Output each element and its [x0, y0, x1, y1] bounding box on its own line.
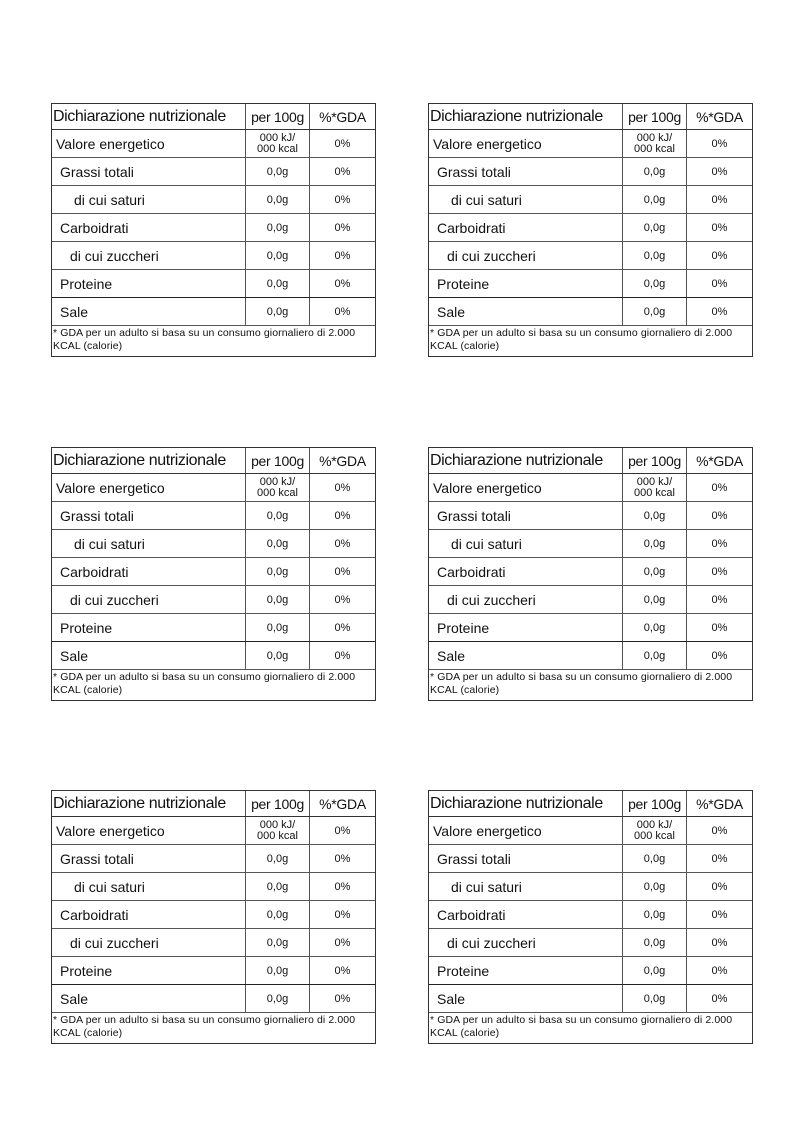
table-row-sugars — [52, 929, 375, 957]
nutrient-gda: 0% — [334, 137, 351, 150]
nutrient-value: 0,0g — [623, 270, 687, 297]
nutrient-value: 0,0g — [246, 242, 310, 269]
nutrient-name: di cui zuccheri — [429, 929, 623, 956]
energy-kcal: 000 kcal — [634, 829, 675, 842]
table-row-carbohydrates — [52, 901, 375, 929]
nutrient-gda: 0% — [711, 880, 728, 893]
nutrient-value: 0,0g — [246, 642, 310, 669]
header-title: Dichiarazione nutrizionale — [429, 104, 623, 129]
header-gda: %*GDA — [696, 452, 743, 469]
header-per-100g: per 100g — [246, 448, 310, 473]
table-row-protein — [429, 957, 752, 985]
nutrient-name: Proteine — [52, 270, 246, 297]
table-header-row — [52, 791, 375, 817]
header-title: Dichiarazione nutrizionale — [52, 104, 246, 129]
nutrient-name: Grassi totali — [429, 845, 623, 872]
nutrient-gda: 0% — [711, 565, 728, 578]
energy-value — [634, 820, 675, 842]
nutrient-name: Proteine — [429, 270, 623, 297]
nutrient-value: 0,0g — [623, 929, 687, 956]
nutrient-name: Carboidrati — [429, 901, 623, 928]
nutrient-gda: 0% — [334, 621, 351, 634]
nutrient-name: Sale — [429, 985, 623, 1012]
energy-kcal: 000 kcal — [634, 486, 675, 499]
nutrient-name: di cui zuccheri — [429, 242, 623, 269]
energy-kcal: 000 kcal — [634, 142, 675, 155]
nutrient-gda: 0% — [334, 509, 351, 522]
gda-footnote: * GDA per un adulto si basa su un consumo giornaliero di 2.000 KCAL (calorie) — [430, 327, 733, 352]
nutrient-value — [623, 817, 687, 844]
energy-kj: 000 kJ/ — [259, 131, 296, 144]
table-header-row — [429, 448, 752, 474]
table-row-protein — [52, 957, 375, 985]
nutrient-name: di cui zuccheri — [429, 586, 623, 613]
nutrition-label — [51, 790, 376, 1044]
table-row-protein — [429, 614, 752, 642]
table-row-energy — [52, 474, 375, 502]
nutrient-gda: 0% — [711, 649, 728, 662]
nutrient-value: 0,0g — [246, 186, 310, 213]
table-row-total-fat — [429, 845, 752, 873]
table-row-total-fat — [52, 502, 375, 530]
gda-footnote: * GDA per un adulto si basa su un consumo giornaliero di 2.000 KCAL (calorie) — [53, 1014, 356, 1039]
nutrient-value: 0,0g — [246, 270, 310, 297]
nutrient-name: di cui saturi — [52, 530, 246, 557]
header-gda: %*GDA — [319, 108, 366, 125]
nutrient-gda: 0% — [711, 193, 728, 206]
nutrient-gda: 0% — [711, 936, 728, 949]
table-row-total-fat — [52, 845, 375, 873]
nutrient-value: 0,0g — [246, 298, 310, 325]
header-title: Dichiarazione nutrizionale — [429, 791, 623, 816]
nutrient-value: 0,0g — [246, 873, 310, 900]
nutrient-name: Proteine — [52, 957, 246, 984]
nutrient-value: 0,0g — [623, 502, 687, 529]
nutrition-label — [428, 447, 753, 701]
nutrient-value — [246, 817, 310, 844]
nutrient-gda: 0% — [711, 509, 728, 522]
nutrient-name: di cui saturi — [52, 873, 246, 900]
header-title: Dichiarazione nutrizionale — [52, 448, 246, 473]
header-gda: %*GDA — [319, 452, 366, 469]
table-row-protein — [52, 614, 375, 642]
header-per-100g: per 100g — [623, 448, 687, 473]
nutrient-value: 0,0g — [623, 530, 687, 557]
nutrient-name: Carboidrati — [52, 558, 246, 585]
nutrient-name: Grassi totali — [52, 845, 246, 872]
table-row-energy — [429, 474, 752, 502]
gda-footnote: * GDA per un adulto si basa su un consumo giornaliero di 2.000 KCAL (calorie) — [53, 671, 356, 696]
nutrient-gda: 0% — [334, 908, 351, 921]
nutrient-gda: 0% — [334, 481, 351, 494]
energy-kj: 000 kJ/ — [636, 131, 673, 144]
nutrient-value — [246, 474, 310, 501]
nutrient-value: 0,0g — [623, 186, 687, 213]
nutrient-value: 0,0g — [246, 558, 310, 585]
nutrient-gda: 0% — [711, 249, 728, 262]
nutrient-gda: 0% — [334, 992, 351, 1005]
nutrient-value: 0,0g — [623, 873, 687, 900]
table-header-row — [52, 104, 375, 130]
nutrient-name: Valore energetico — [429, 817, 623, 844]
table-row-total-fat — [429, 502, 752, 530]
nutrient-value: 0,0g — [246, 901, 310, 928]
nutrient-name: Valore energetico — [52, 474, 246, 501]
nutrient-gda: 0% — [334, 880, 351, 893]
header-title: Dichiarazione nutrizionale — [52, 791, 246, 816]
nutrient-gda: 0% — [334, 537, 351, 550]
table-row-energy — [429, 130, 752, 158]
gda-footnote: * GDA per un adulto si basa su un consumo giornaliero di 2.000 KCAL (calorie) — [53, 327, 356, 352]
table-row-salt — [52, 985, 375, 1013]
gda-footnote: * GDA per un adulto si basa su un consumo giornaliero di 2.000 KCAL (calorie) — [430, 671, 733, 696]
table-row-protein — [429, 270, 752, 298]
nutrient-name: Sale — [52, 298, 246, 325]
nutrient-gda: 0% — [711, 481, 728, 494]
nutrient-gda: 0% — [334, 221, 351, 234]
nutrient-value: 0,0g — [623, 642, 687, 669]
nutrient-name: Carboidrati — [429, 214, 623, 241]
nutrient-value: 0,0g — [246, 214, 310, 241]
energy-kj: 000 kJ/ — [636, 818, 673, 831]
nutrient-gda: 0% — [711, 137, 728, 150]
nutrient-gda: 0% — [711, 852, 728, 865]
nutrient-gda: 0% — [711, 621, 728, 634]
energy-value — [634, 133, 675, 155]
table-row-carbohydrates — [429, 558, 752, 586]
nutrient-value: 0,0g — [623, 158, 687, 185]
nutrient-name: Proteine — [429, 614, 623, 641]
nutrient-value: 0,0g — [246, 985, 310, 1012]
nutrient-value: 0,0g — [246, 957, 310, 984]
header-title: Dichiarazione nutrizionale — [429, 448, 623, 473]
nutrient-name: Valore energetico — [52, 817, 246, 844]
nutrient-gda: 0% — [711, 537, 728, 550]
nutrient-gda: 0% — [711, 305, 728, 318]
nutrient-name: di cui saturi — [52, 186, 246, 213]
header-per-100g: per 100g — [623, 104, 687, 129]
nutrient-name: Valore energetico — [429, 130, 623, 157]
nutrient-gda: 0% — [334, 852, 351, 865]
nutrition-label — [51, 447, 376, 701]
header-gda: %*GDA — [696, 795, 743, 812]
nutrient-gda: 0% — [334, 249, 351, 262]
table-row-saturated-fat — [429, 530, 752, 558]
nutrient-value: 0,0g — [623, 298, 687, 325]
nutrient-gda: 0% — [711, 221, 728, 234]
nutrient-gda: 0% — [711, 593, 728, 606]
nutrient-gda: 0% — [334, 964, 351, 977]
nutrient-gda: 0% — [334, 305, 351, 318]
table-row-salt — [52, 298, 375, 326]
nutrient-value: 0,0g — [246, 929, 310, 956]
nutrient-name: di cui zuccheri — [52, 586, 246, 613]
nutrient-value: 0,0g — [623, 901, 687, 928]
table-row-carbohydrates — [52, 214, 375, 242]
header-gda: %*GDA — [319, 795, 366, 812]
table-row-sugars — [52, 242, 375, 270]
nutrient-value — [246, 130, 310, 157]
nutrient-gda: 0% — [711, 964, 728, 977]
nutrient-name: di cui saturi — [429, 873, 623, 900]
nutrient-value: 0,0g — [246, 586, 310, 613]
header-per-100g: per 100g — [623, 791, 687, 816]
nutrient-name: Grassi totali — [429, 502, 623, 529]
table-row-sugars — [429, 586, 752, 614]
table-row-salt — [429, 298, 752, 326]
energy-value — [257, 133, 298, 155]
table-row-energy — [52, 130, 375, 158]
table-row-carbohydrates — [52, 558, 375, 586]
table-row-sugars — [52, 586, 375, 614]
nutrient-gda: 0% — [334, 193, 351, 206]
nutrient-gda: 0% — [711, 908, 728, 921]
table-row-protein — [52, 270, 375, 298]
nutrient-gda: 0% — [711, 165, 728, 178]
nutrient-value: 0,0g — [246, 845, 310, 872]
energy-value — [257, 477, 298, 499]
nutrient-name: Valore energetico — [52, 130, 246, 157]
table-row-saturated-fat — [52, 186, 375, 214]
energy-kj: 000 kJ/ — [259, 818, 296, 831]
nutrient-value — [623, 474, 687, 501]
nutrient-gda: 0% — [711, 277, 728, 290]
nutrient-gda: 0% — [711, 824, 728, 837]
nutrient-value: 0,0g — [246, 530, 310, 557]
nutrition-label — [428, 103, 753, 357]
nutrient-name: Grassi totali — [52, 502, 246, 529]
nutrient-value: 0,0g — [623, 845, 687, 872]
nutrient-name: Carboidrati — [429, 558, 623, 585]
table-header-row — [52, 448, 375, 474]
table-row-energy — [429, 817, 752, 845]
nutrition-label — [51, 103, 376, 357]
nutrient-name: Grassi totali — [429, 158, 623, 185]
table-row-saturated-fat — [52, 530, 375, 558]
energy-kj: 000 kJ/ — [259, 475, 296, 488]
nutrient-name: di cui saturi — [429, 186, 623, 213]
header-gda: %*GDA — [696, 108, 743, 125]
energy-kcal: 000 kcal — [257, 142, 298, 155]
table-row-salt — [52, 642, 375, 670]
nutrient-gda: 0% — [334, 165, 351, 178]
energy-kj: 000 kJ/ — [636, 475, 673, 488]
energy-value — [257, 820, 298, 842]
nutrient-name: Carboidrati — [52, 214, 246, 241]
table-row-sugars — [429, 929, 752, 957]
nutrient-gda: 0% — [334, 936, 351, 949]
nutrient-gda: 0% — [334, 277, 351, 290]
nutrient-name: Sale — [429, 642, 623, 669]
nutrient-name: Proteine — [52, 614, 246, 641]
nutrient-value: 0,0g — [623, 614, 687, 641]
nutrient-name: Sale — [52, 985, 246, 1012]
table-row-total-fat — [52, 158, 375, 186]
nutrient-gda: 0% — [334, 649, 351, 662]
nutrient-value: 0,0g — [623, 242, 687, 269]
nutrient-name: Grassi totali — [52, 158, 246, 185]
energy-kcal: 000 kcal — [257, 486, 298, 499]
table-row-carbohydrates — [429, 214, 752, 242]
nutrient-value: 0,0g — [623, 985, 687, 1012]
nutrient-name: Sale — [429, 298, 623, 325]
table-row-carbohydrates — [429, 901, 752, 929]
nutrient-name: Proteine — [429, 957, 623, 984]
nutrient-name: di cui zuccheri — [52, 242, 246, 269]
nutrient-value: 0,0g — [623, 957, 687, 984]
nutrient-value: 0,0g — [623, 586, 687, 613]
nutrient-value: 0,0g — [246, 502, 310, 529]
nutrient-name: di cui zuccheri — [52, 929, 246, 956]
nutrient-gda: 0% — [711, 992, 728, 1005]
nutrient-value: 0,0g — [623, 214, 687, 241]
table-row-saturated-fat — [429, 873, 752, 901]
table-row-energy — [52, 817, 375, 845]
table-row-salt — [429, 642, 752, 670]
nutrient-value — [623, 130, 687, 157]
nutrient-value: 0,0g — [623, 558, 687, 585]
nutrient-value: 0,0g — [246, 158, 310, 185]
nutrient-name: Carboidrati — [52, 901, 246, 928]
nutrient-gda: 0% — [334, 593, 351, 606]
header-per-100g: per 100g — [246, 791, 310, 816]
energy-value — [634, 477, 675, 499]
table-row-sugars — [429, 242, 752, 270]
energy-kcal: 000 kcal — [257, 829, 298, 842]
nutrient-name: Sale — [52, 642, 246, 669]
table-row-saturated-fat — [429, 186, 752, 214]
table-header-row — [429, 791, 752, 817]
nutrient-value: 0,0g — [246, 614, 310, 641]
nutrient-gda: 0% — [334, 565, 351, 578]
gda-footnote: * GDA per un adulto si basa su un consumo giornaliero di 2.000 KCAL (calorie) — [430, 1014, 733, 1039]
header-per-100g: per 100g — [246, 104, 310, 129]
nutrient-name: Valore energetico — [429, 474, 623, 501]
nutrition-label — [428, 790, 753, 1044]
table-row-total-fat — [429, 158, 752, 186]
table-row-saturated-fat — [52, 873, 375, 901]
nutrient-gda: 0% — [334, 824, 351, 837]
nutrient-name: di cui saturi — [429, 530, 623, 557]
table-row-salt — [429, 985, 752, 1013]
table-header-row — [429, 104, 752, 130]
